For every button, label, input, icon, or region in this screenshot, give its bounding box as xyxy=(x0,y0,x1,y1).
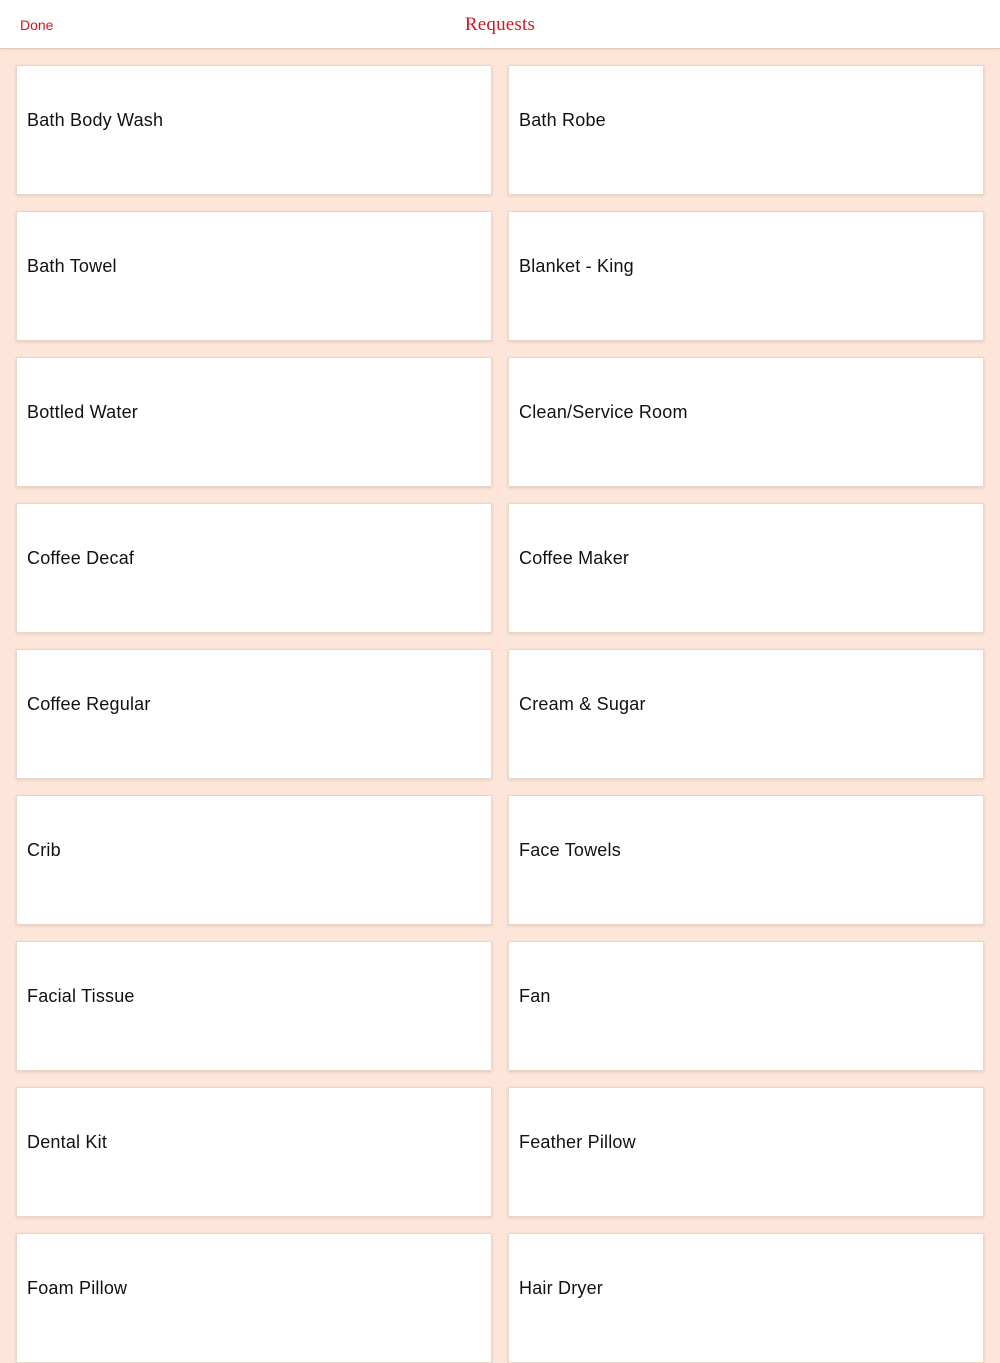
request-grid xyxy=(16,65,984,1363)
request-tile[interactable] xyxy=(16,1087,492,1217)
request-tile[interactable] xyxy=(508,1233,984,1363)
request-tile-label: Foam Pillow xyxy=(27,1278,128,1298)
request-tile[interactable] xyxy=(508,357,984,487)
request-tile-label: Dental Kit xyxy=(27,1132,108,1152)
request-tile-label: Hair Dryer xyxy=(519,1278,604,1298)
request-tile[interactable] xyxy=(16,1233,492,1363)
request-tile[interactable] xyxy=(16,941,492,1071)
navigation-bar xyxy=(0,0,1000,49)
request-tile[interactable] xyxy=(16,211,492,341)
request-tile[interactable] xyxy=(508,211,984,341)
request-tile-label: Coffee Decaf xyxy=(27,548,135,568)
request-tile-label: Facial Tissue xyxy=(27,986,135,1006)
done-button[interactable]: Done xyxy=(20,17,54,33)
request-tile[interactable] xyxy=(508,65,984,195)
request-tile[interactable] xyxy=(508,1087,984,1217)
page-title: Requests xyxy=(464,14,536,35)
request-tile-label: Blanket - King xyxy=(519,256,634,276)
request-tile-label: Crib xyxy=(27,840,61,860)
request-tile-label: Coffee Regular xyxy=(27,694,151,714)
request-tile-label: Feather Pillow xyxy=(519,1132,636,1152)
request-tile[interactable] xyxy=(16,357,492,487)
request-tile-label: Fan xyxy=(519,986,551,1006)
request-tile-label: Bath Body Wash xyxy=(27,110,164,130)
request-tile[interactable] xyxy=(508,941,984,1071)
request-tile[interactable] xyxy=(508,649,984,779)
request-tile-label: Cream & Sugar xyxy=(519,694,646,714)
request-tile-label: Coffee Maker xyxy=(519,548,630,568)
request-tile[interactable] xyxy=(508,795,984,925)
request-tile[interactable] xyxy=(16,649,492,779)
request-tile[interactable] xyxy=(508,503,984,633)
request-tile-label: Clean/Service Room xyxy=(519,402,688,422)
request-tile-label: Bath Robe xyxy=(519,110,606,130)
request-tile-label: Bottled Water xyxy=(27,402,138,422)
request-tile[interactable] xyxy=(16,503,492,633)
request-tile-label: Bath Towel xyxy=(27,256,117,276)
request-tile-label: Face Towels xyxy=(519,840,621,860)
request-tile[interactable] xyxy=(16,795,492,925)
request-tile[interactable] xyxy=(16,65,492,195)
